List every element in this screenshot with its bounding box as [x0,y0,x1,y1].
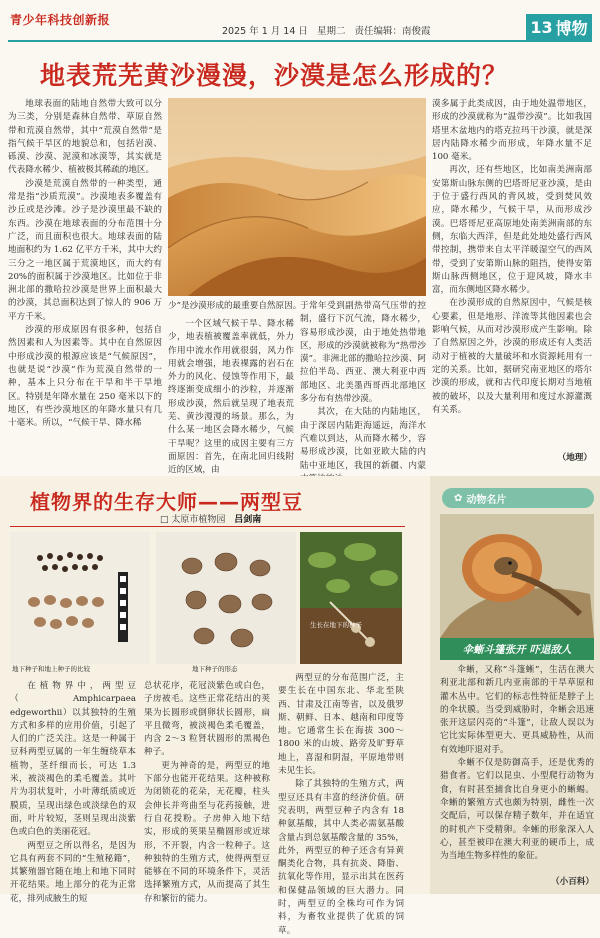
paragraph: 更为神奇的是，两型豆的地下部分也能开花结果。这种被称为闭锁花的花朵，无花瓣，柱头会伸长并弯曲至与花药接触，进行自花授粉。子房伸入地下结实，形成的荚果呈椭圆形或近球形，不开裂，内含一粒种子。这种独特的生殖方式，使得两型豆能够在不同的环境条件下，灵活选择繁殖方式，从而提高了其生存和繁衍的能力。 [144,760,270,904]
paw-icon: ✿ [454,492,463,504]
page-badge [526,14,592,40]
article1-credit: （地理） [557,453,592,463]
article1-headline: 地表荒芜黄沙漫漫，沙漠是怎么形成的？ [40,61,509,90]
issue-weekday: 星期二 [316,26,346,37]
article1-col3 [300,300,426,470]
article1-col2 [168,318,294,476]
desert-photo [168,98,426,296]
animal-card-tag-label: 动物名片 [466,494,507,506]
article2-col1 [10,680,136,904]
byline-author: 吕剑南 [234,515,262,525]
article2-col3 [278,672,404,936]
paragraph: 除了其独特的生殖方式，两型豆还具有丰富的经济价值。研究表明，两型豆种子内含有 18 种氨基酸，其中人类必需氨基酸含量占到总氨基酸含量的 35%，此外，两型豆的种子还含有异黄酮类化合物，具有抗炎、降脂、抗氧化等作用，显示出其在医药和保健品领域的巨大潜力。同时，两型豆的全株均可作为饲料，为畜牧业提供了优质的饲草。 [278,779,404,936]
article1-col1 [8,98,162,470]
byline-org: 太原市植物园 [171,515,226,525]
paragraph: 沙漠的形成原因有很多种，包括自然因素和人为因素等。其中在自然原因中形成沙漠的根源应该是“气候原因”，也就是说“沙漠”作为荒漠自然带的一种，基本上只分布在干旱和半干旱地区。特别是年降水量在 250 毫米以下的地区，有些沙漠地区的年降水量只有几十毫米。所以，“气候干旱、降水稀 [8,325,162,429]
paragraph: 在植物界中，两型豆（Amphicarpaea edgeworthii）以其独特的生殖方式和多样的应用价值，引起了人们的广泛关注。这是一种属于豆科两型豆属的一年生缠绕草本植物，茎纤细而长，可达 1.3 米，被淡褐色的柔毛覆盖。其叶片为羽状复叶，小叶薄纸质或近膜质，呈现出绿色或淡绿色的双面，叶片较短，茎则呈现出淡紫色或白色的美丽花冠。 [10,681,136,838]
article2-col2 [144,680,270,904]
paragraph: 一个区域气候干旱、降水稀少，地表植被覆盖率就低，外力作用中流水作用就很弱，风力作用就会增强，地表裸露的岩石在外力的风化、侵蚀等作用下，最终逐渐变成细小的沙粒，并逐渐形成沙漠，然后就呈现了地表荒芜、黄沙漫漫的场景。那么，为什么某一地区会降水稀少，气候干旱呢？这里的成因主要有三方面原因：首先，在南北回归线附近的区域，由 [168,319,294,476]
article2-rule [10,526,405,527]
caption-underground-seed: 地下种子的形态 [192,665,238,673]
animal-card-tag [442,488,594,508]
header-rule [8,40,592,42]
caption-seed-comparison: 地下种子和地上种子的比较 [12,665,90,673]
caption-plant: 生长在地下的种子 [310,621,362,629]
paragraph: 地球表面的陆地自然带大致可以分为三类，分别是森林自然带、草原自然带和荒漠自然带，其中“荒漠自然带”是指气候干旱区的地貌总和，包括岩漠、砾漠、沙漠、泥漠和冰漠等，其实就是代表降水稀少、植被极其稀疏的地区。 [8,99,162,176]
frilled-lizard-photo [440,514,594,638]
animal-card-body [440,664,594,872]
animal-card-credit: （小百科） [551,877,594,887]
page-section: 博物 [555,18,588,38]
article2-byline [160,512,261,525]
paragraph: 两型豆之所以得名，是因为它具有两套不同的“生殖秘籍”，其繁殖器官随在地上和地下同时开花结果。地上部分的花为正常花，排列成腋生的短 [10,840,136,904]
dateline [222,23,437,37]
seed-comparison-photo [10,532,150,664]
paragraph: 少”是沙漠形成的最重要自然原因。 [168,301,302,311]
masthead: 青少年科技创新报 [10,13,111,27]
paragraph: 两型豆的分布范围广泛，主要生长在中国东北、华北至陕西、甘肃及江南等省，以及俄罗斯、朝鲜、日本、越南和印度等地。它通常生长在海拔 300～1800 米的山坡、路旁及旷野草地上，喜湿和阴湿，平原地带则未见生长。 [278,673,404,777]
issue-date: 2025 年 1 月 14 日 [222,26,308,37]
byline-marker: □ [160,515,172,525]
plant-photo [300,532,402,664]
paragraph: 再次，还有些地区，比如南美洲南部安第斯山脉东侧的巴塔哥尼亚沙漠，是由于位于盛行西风的背风坡，受到焚风效应，降水稀少，气候干旱，从而形成沙漠。巴塔哥尼亚高原地处南美洲南部的东侧，东临大西洋，但是此处地处盛行西风带控制，携带来自太平洋暖湿空气的西风带，受到了安第斯山脉的阻挡，使得安第斯山脉西侧地区，位于迎风坡，降水丰富，而东侧地区降水稀少。 [432,165,592,296]
article1-col4 [432,98,592,450]
page-number: 13 [530,17,553,37]
paragraph: 在沙漠形成的自然原因中，气候是核心要素，但是地形、洋流等其他因素也会影响气候，从而对沙漠形成产生影响。除了自然原因之外，沙漠的形成还有人类活动对于植被的大量破坏和水资源耗用有一定的关系。比如，据研究南亚地区的塔尔沙漠的形成，就和古代印度长期对当地植被的破坏，以及大量利用和度过水源灌溉有关系。 [432,298,592,415]
underground-seed-photo [156,532,296,664]
paragraph: 沙漠是荒漠自然带的一种类型，通常是指“沙质荒漠”。沙漠地表多覆盖有沙丘或是沙滩。沙子是沙漠里最不缺的东西。沙漠在地球表面的分布范围十分广泛，而且面积也很大。地球表面的陆地面积约为 1.62 亿平方千米，其中大约三分之一地区属于荒漠地区，而大约有 20%的面积属于沙漠地区。比如位于非洲北部的撒哈拉沙漠是世界上面积最大的沙漠，其总面积达到了惊人的 906 万平方千米。 [8,178,162,322]
paragraph: 漠多属于此类成因，由于地处温带地区，形成的沙漠就称为“温带沙漠”。比如我国塔里木盆地内的塔克拉玛干沙漠，就是深居内陆降水稀少而形成，年降水量不足 100 毫米。 [432,99,592,163]
paragraph: 于常年受到副热带高气压带的控制，盛行下沉气流，降水稀少，容易形成沙漠，由于地处热带地区，形成的沙漠就被称为“热带沙漠”。非洲北部的撒哈拉沙漠、阿拉伯半岛、西亚、澳大利亚中西部地区、北美墨西哥西北部地区多分布有热带沙漠。 [300,301,426,405]
paragraph: 伞蜥，又称“斗篷蜥”，生活在澳大利亚北部和新几内亚南部的干旱草原和灌木丛中。它们的标志性特征是脖子上的伞状膜。当受到威胁时，伞蜥会迅速张开这层闪亮的“斗篷”，让敌人误以为它比实际体型更大、更具威胁性，从而有效地吓退对手。 [440,665,594,755]
paragraph: 其次，在大陆的内陆地区，由于深居内陆距海遥远，海洋水汽难以到达，从而降水稀少，容易形成沙漠，比如亚欧大陆的内陆中亚地区，我国的新疆、内蒙 [300,407,426,471]
animal-card-title: 伞蜥斗篷张开 吓退敌人 [440,638,594,660]
editor-credit: 责任编辑：南俊霞 [354,26,431,37]
paragraph: 伞蜥不仅是防御高手，还是优秀的猎食者。它们以昆虫、小型爬行动物为食，有时甚至捕食比自身更小的蜥蜴。伞蜥的繁殖方式也颇为特别，雌性一次交配后，可以保存精子数年，并在适宜的时机产下受精卵。伞蜥的形象深入人心，甚至被印在澳大利亚的硬币上，成为当地生物多样性的象征。 [440,758,594,862]
article2-title: 植物界的生存大师——两型豆 [30,490,303,514]
paragraph: 总状花序，花冠淡紫色或白色，子房被毛。这些正常花结出的荚果为长圆形或倒卵状长圆形，扁平且微弯，被淡褐色柔毛覆盖，内含 2～3 粒肾状圆形的黑褐色种子。 [144,681,270,758]
